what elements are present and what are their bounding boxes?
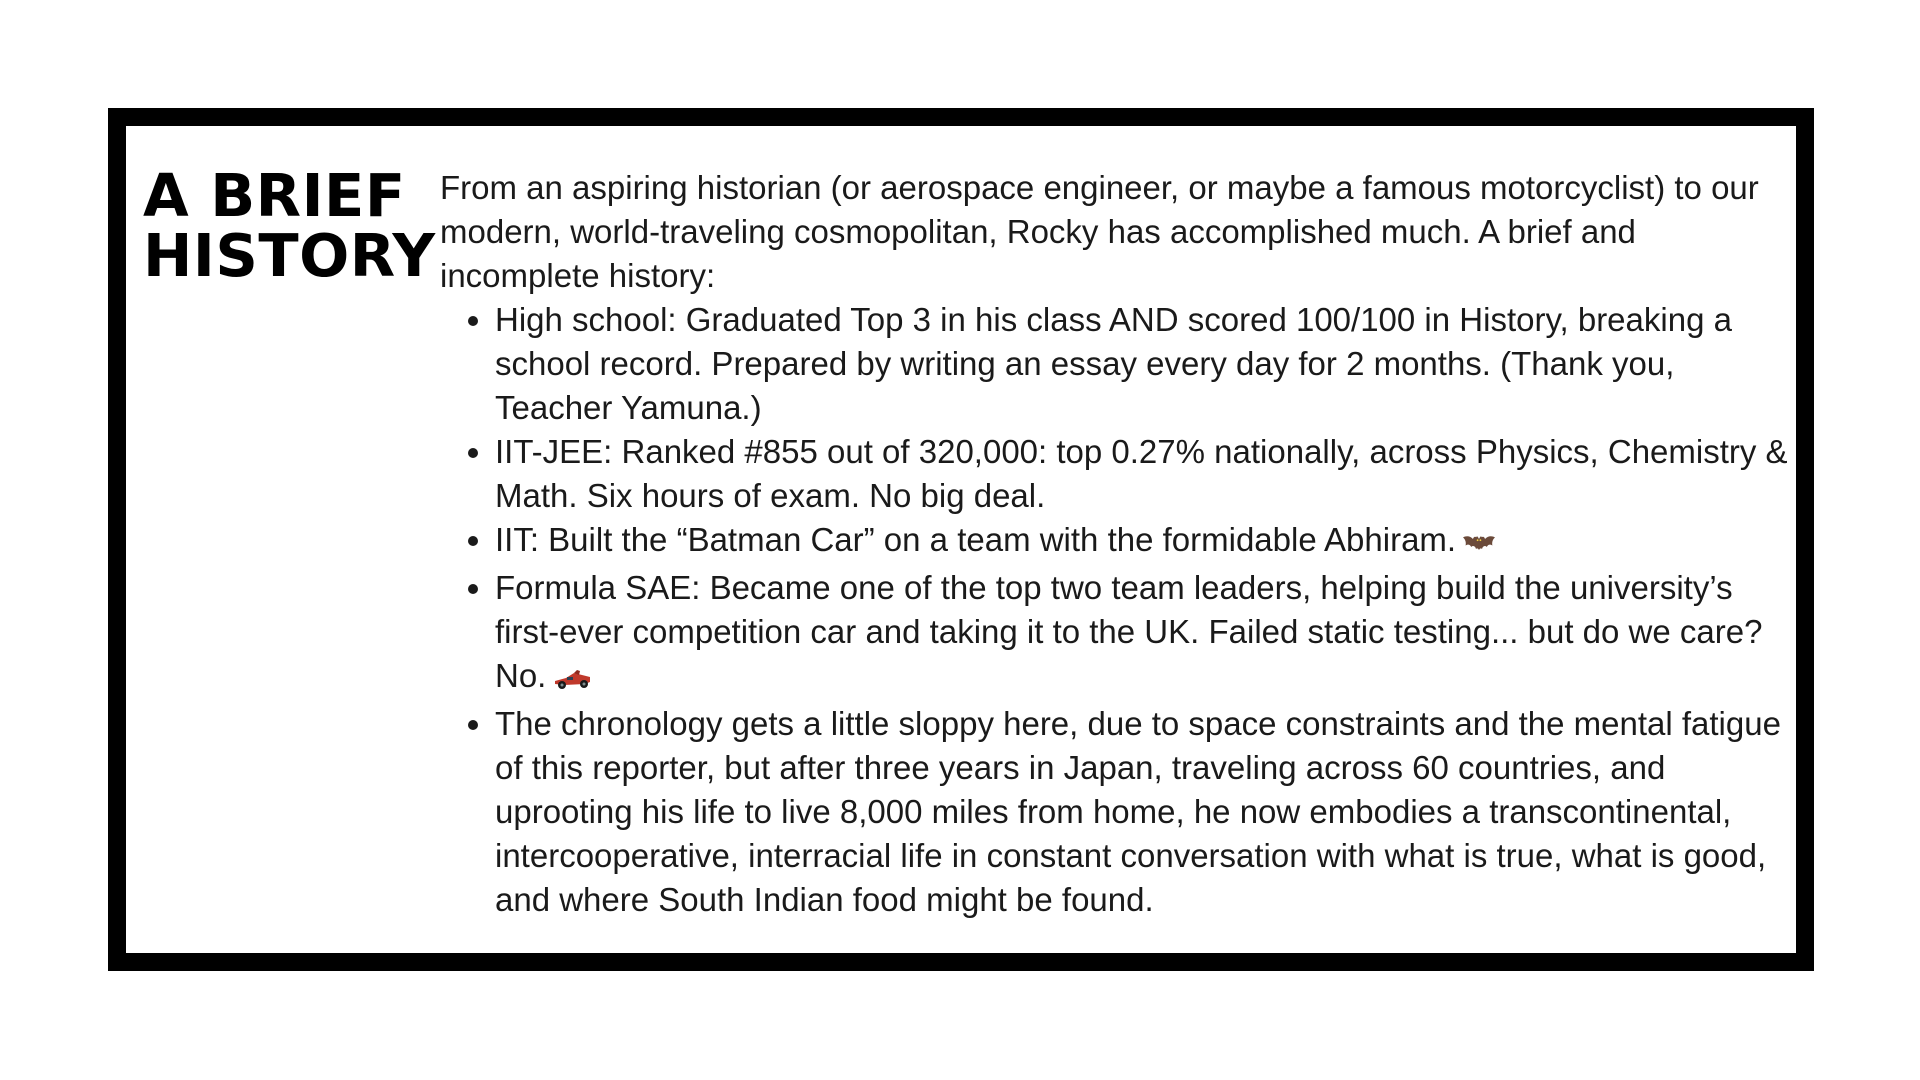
list-item-iit-jee <box>495 430 1790 518</box>
list-item-chronology <box>495 702 1790 922</box>
intro-paragraph: From an aspiring historian (or aerospace engineer, or maybe a famous motorcyclist) to our modern, world-traveling cosmopolitan, Rocky has accomplished much. A brief and incomplete history: <box>440 169 1759 294</box>
list-item-text: Formula SAE: Became one of the top two team leaders, helping build the university’s first-ever competition car and taking it to the UK. Failed static testing... but do we care? No. <box>495 569 1763 694</box>
list-item-text: The chronology gets a little sloppy here, due to space constraints and the mental fatigue of this reporter, but after three years in Japan, traveling across 60 countries, and uprooting his life to live 8,000 miles from home, he now embodies a transcontinental, intercooperative, interracial life in constant conversation with what is true, what is good, and where South Indian food might be found. <box>495 705 1781 918</box>
list-item-high-school <box>495 298 1790 430</box>
list-item-formula-sae <box>495 566 1790 702</box>
page-title <box>143 161 436 290</box>
list-item-iit <box>495 518 1790 566</box>
list-item-text: High school: Graduated Top 3 in his class AND scored 100/100 in History, breaking a school record. Prepared by writing an essay every day for 2 months. (Thank you, Teacher Yamuna.) <box>495 301 1732 426</box>
title-line-2: HISTORY <box>143 221 436 290</box>
bat-icon <box>1462 522 1496 566</box>
history-list <box>440 298 1790 922</box>
list-item-text: IIT-JEE: Ranked #855 out of 320,000: top 0.27% nationally, across Physics, Chemistry & Math. Six hours of exam. No big deal. <box>495 433 1788 514</box>
title-line-1: A BRIEF <box>143 161 406 230</box>
history-body <box>440 166 1790 922</box>
race-car-icon <box>552 658 592 702</box>
list-item-text: IIT: Built the “Batman Car” on a team with the formidable Abhiram. <box>495 521 1457 558</box>
